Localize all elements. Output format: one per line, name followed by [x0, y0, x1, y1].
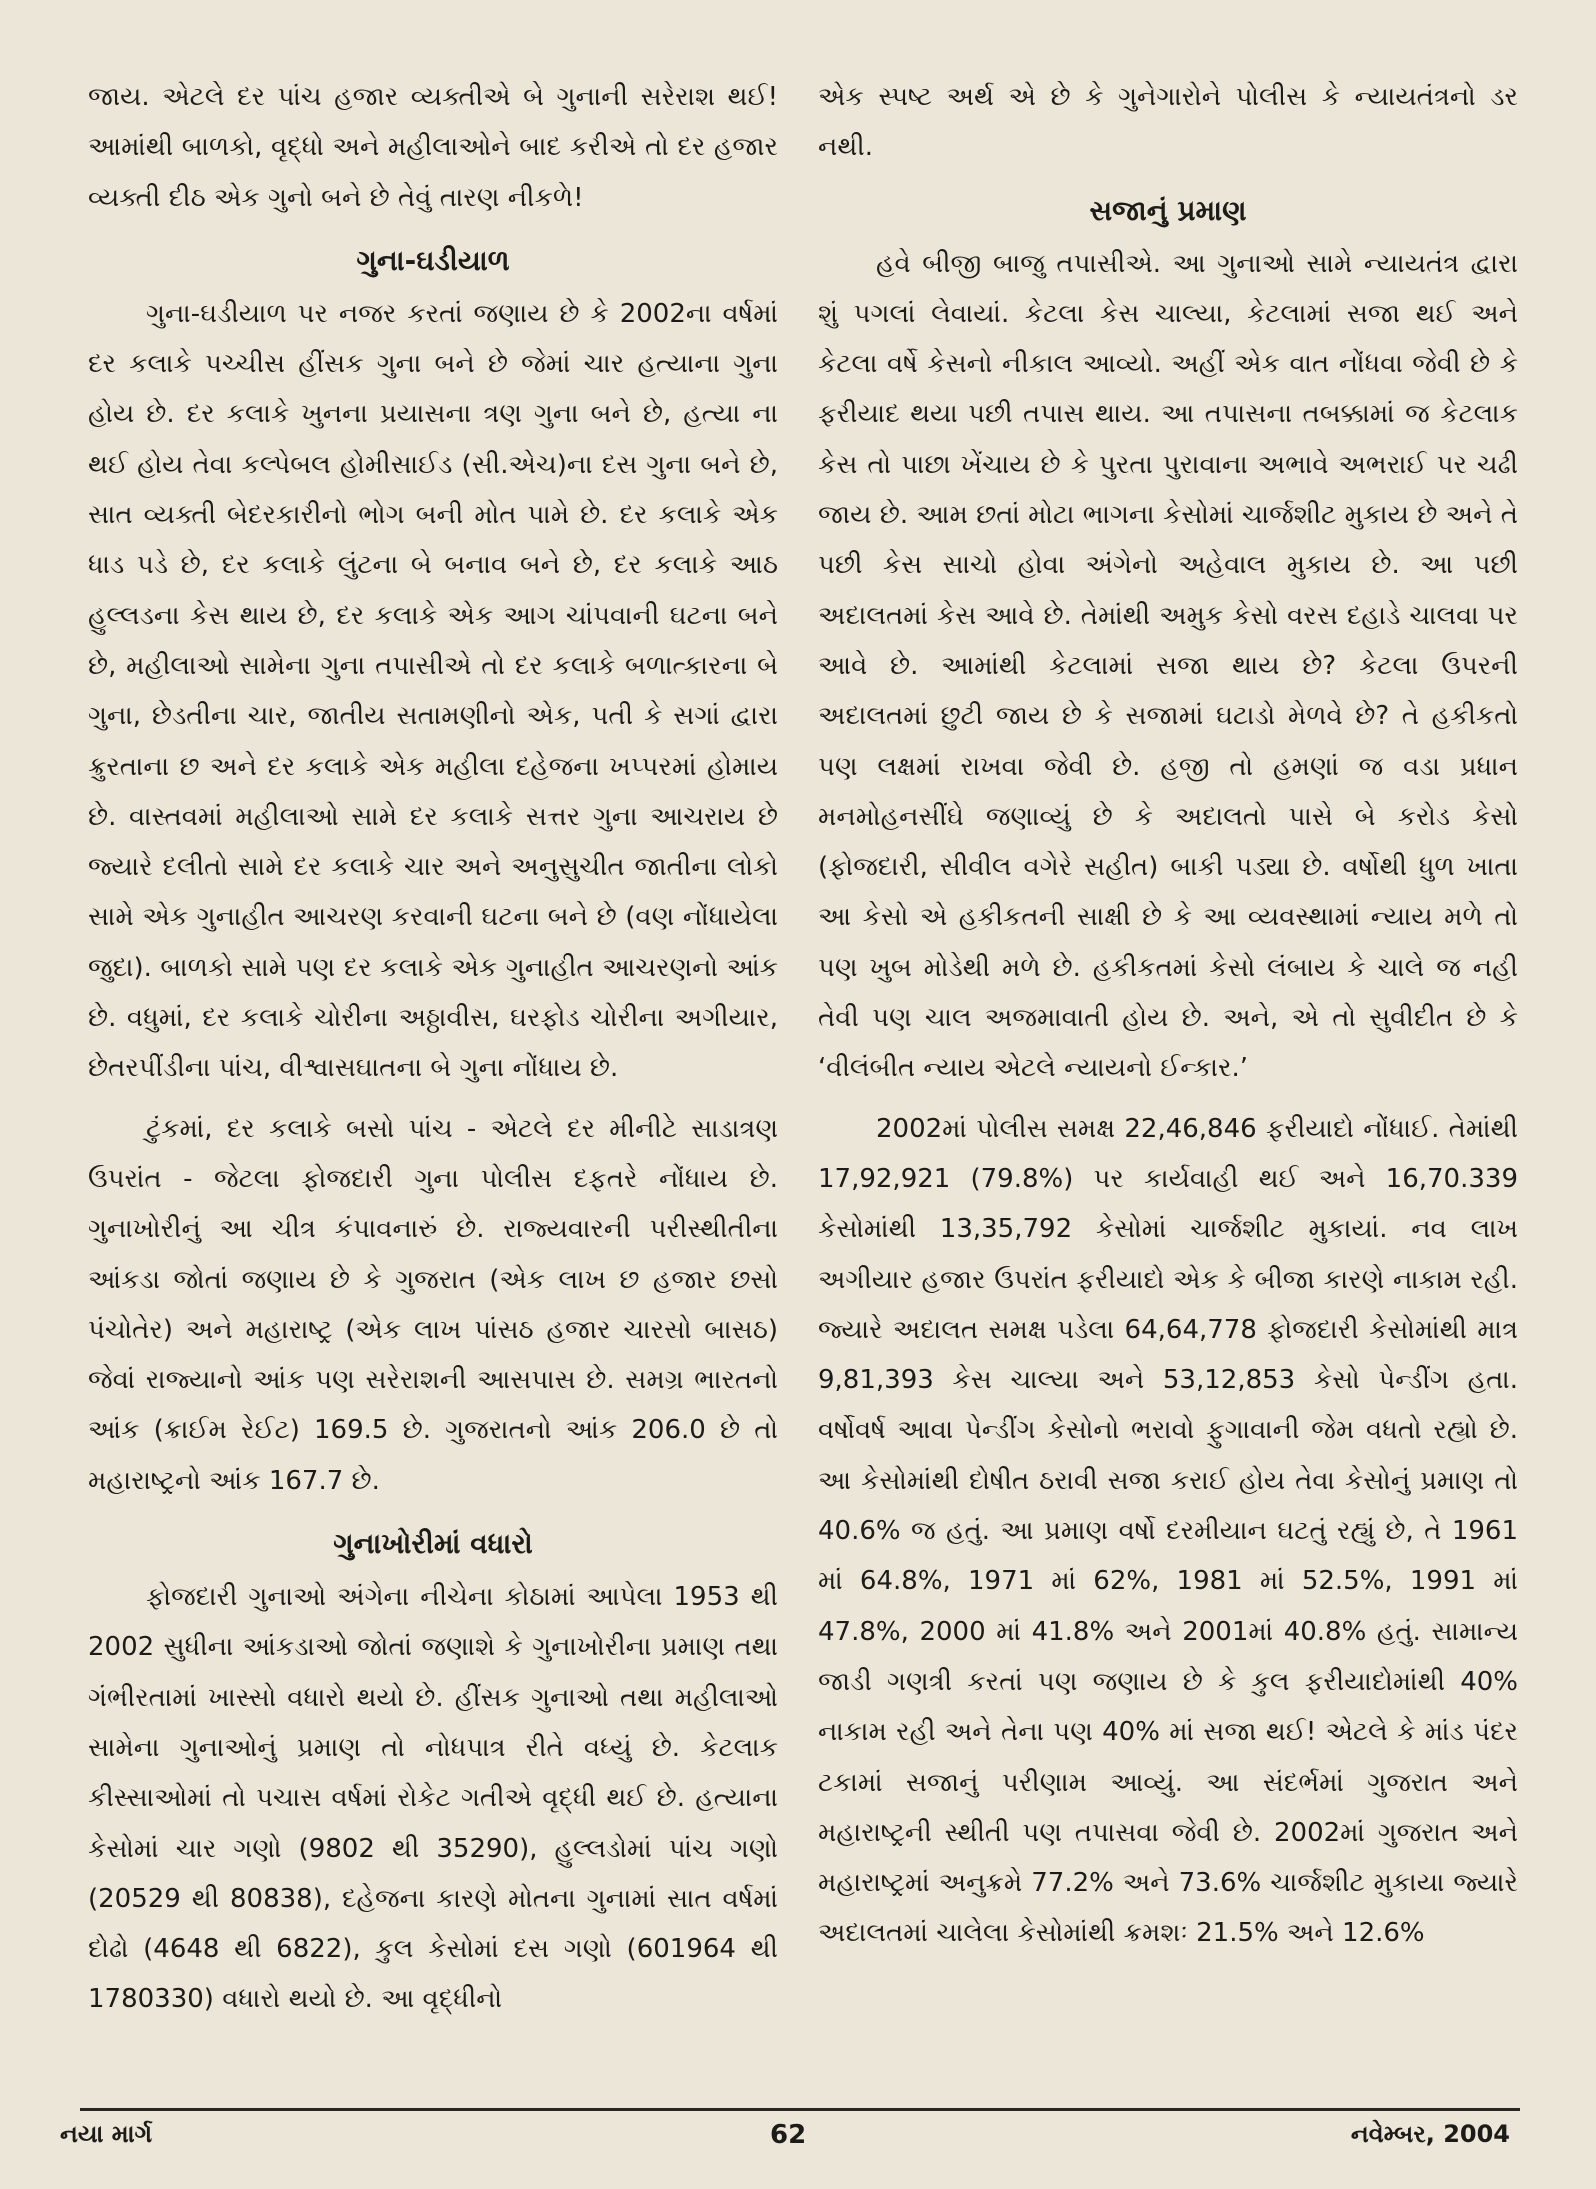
section-heading-crime-increase: ગુનાખોરીમાં વધારો	[333, 1527, 533, 1561]
right-paragraph-2: હવે બીજી બાજુ તપાસીએ. આ ગુનાઓ સામે ન્યાયતંત્ર દ્વારા શું પગલાં લેવાયાં. કેટલા કેસ ચાલ્યા, કેટલામાં સજા થઈ અને કેટલા વર્ષે કેસનો નીકાલ આવ્યો. અહીં એક વાત નોંધવા જેવી છે કે ફરીયાદ થયા પછી તપાસ થાય. આ તપાસના તબક્કામાં જ કેટલાક કેસ તો પાછા ખેંચાય છે કે પુરતા પુરાવાના અભાવે અભરાઈ પર ચઢી જાય છે. આમ છતાં મોટા ભાગના કેસોમાં ચાર્જશીટ મુકાય છે અને તે પછી કેસ સાચો હોવા અંગેનો અહેવાલ મુકાય છે. આ પછી અદાલતમાં કેસ આવે છે. તેમાંથી અમુક કેસો વરસ દહાડે ચાલવા પર આવે છે. આમાંથી કેટલામાં સજા થાય છે? કેટલા ઉપરની અદાલતમાં છુટી જાય છે કે સજામાં ઘટાડો મેળવે છે? તે હકીકતો પણ લક્ષમાં રાખવા જેવી છે. હજી તો હમણાં જ વડા પ્રધાન મનમોહનસીંઘે જણાવ્યું છે કે અદાલતો પાસે બે કરોડ કેસો (ફોજદારી, સીવીલ વગેરે સહીત) બાકી પડ્યા છે. વર્ષોથી ધુળ ખાતા આ કેસો એ હકીકતની સાક્ષી છે કે આ વ્યવસ્થામાં ન્યાય મળે તો પણ ખુબ મોડેથી મળે છે. હકીકતમાં કેસો લંબાય કે ચાલે જ નહી તેવી પણ ચાલ અજમાવાતી હોય છે. અને, એ તો સુવીદીત છે કે ‘વીલંબીત ન્યાય એટલે ન્યાયનો ઈન્કાર.’	[818, 248, 1518, 1084]
left-paragraph-1: જાય. એટલે દર પાંચ હજાર વ્યક્તીએ બે ગુનાની સરેરાશ થઈ! આમાંથી બાળકો, વૃદ્ધો અને મહીલાઓને બાદ કરીએ તો દર હજાર વ્યક્તી દીઠ એક ગુનો બને છે તેવું તારણ નીકળે!	[88, 82, 778, 213]
section-heading-punishment-rate: સજાનું પ્રમાણ	[1089, 193, 1247, 227]
left-paragraph-3: ટુંકમાં, દર કલાકે બસો પાંચ - એટલે દર મીનીટે સાડાત્રણ ઉપરાંત - જેટલા ફોજદારી ગુના પોલીસ દફતરે નોંધાય છે. ગુનાખોરીનું આ ચીત્ર કંપાવનારું છે. રાજ્યવારની પરીસ્થીતીના આંકડા જોતાં જણાય છે કે ગુજરાત (એક લાખ છ હજાર છસો પંચોતેર) અને મહારાષ્ટ્ર (એક લાખ પાંસઠ હજાર ચારસો બાસઠ) જેવાં રાજ્યાનો આંક પણ સરેરાશની આસપાસ છે. સમગ્ર ભારતનો આંક (ક્રાઈમ રેઈટ) 169.5 છે. ગુજરાતનો આંક 206.0 છે તો મહારાષ્ટ્રનો આંક 167.7 છે.	[88, 1113, 778, 1496]
section-heading-crime-clock: ગુના-ઘડીયાળ	[356, 243, 510, 277]
right-paragraph-1: એક સ્પષ્ટ અર્થ એ છે કે ગુનેગારોને પોલીસ કે ન્યાયતંત્રનો ડર નથી.	[818, 82, 1518, 163]
left-column	[88, 72, 778, 2025]
footer-page-number: 62	[770, 2120, 807, 2150]
right-column	[818, 72, 1518, 1959]
footer-divider	[80, 2108, 1520, 2111]
footer-issue-date: નવેમ્બર, 2004	[1350, 2120, 1510, 2148]
footer-magazine-name: નયા માર્ગ	[60, 2120, 153, 2148]
left-paragraph-2: ગુના-ઘડીયાળ પર નજર કરતાં જણાય છે કે 2002ના વર્ષમાં દર કલાકે પચ્ચીસ હીંસક ગુના બને છે જેમાં ચાર હત્યાના ગુના હોય છે. દર કલાકે ખુનના પ્રયાસના ત્રણ ગુના બને છે, હત્યા ના થઈ હોય તેવા કલ્પેબલ હોમીસાઈડ (સી.એચ)ના દસ ગુના બને છે, સાત વ્યક્તી બેદરકારીનો ભોગ બની મોત પામે છે. દર કલાકે એક ધાડ પડે છે, દર કલાકે લુંટના બે બનાવ બને છે, દર કલાકે આઠ હુલ્લડના કેસ થાય છે, દર કલાકે એક આગ ચાંપવાની ઘટના બને છે, મહીલાઓ સામેના ગુના તપાસીએ તો દર કલાકે બળાત્કારના બે ગુના, છેડતીના ચાર, જાતીય સતામણીનો એક, પતી કે સગાં દ્વારા ક્રુરતાના છ અને દર કલાકે એક મહીલા દહેજના ખપ્પરમાં હોમાય છે. વાસ્તવમાં મહીલાઓ સામે દર કલાકે સત્તર ગુના આચરાય છે જ્યારે દલીતો સામે દર કલાકે ચાર અને અનુસુચીત જાતીના લોકો સામે એક ગુનાહીત આચરણ કરવાની ઘટના બને છે (વણ નોંધાયેલા જુદા). બાળકો સામે પણ દર કલાકે એક ગુનાહીત આચરણનો આંક છે. વધુમાં, દર કલાકે ચોરીના અઠ્ઠાવીસ, ઘરફોડ ચોરીના અગીયાર, છેતરપીંડીના પાંચ, વીશ્વાસઘાતના બે ગુના નોંધાય છે.	[88, 298, 778, 1084]
right-paragraph-3: 2002માં પોલીસ સમક્ષ 22,46,846 ફરીયાદો નોંધાઈ. તેમાંથી 17,92,921 (79.8%) પર કાર્યવાહી થઈ અને 16,70.339 કેસોમાંથી 13,35,792 કેસોમાં ચાર્જશીટ મુકાયાં. નવ લાખ અગીયાર હજાર ઉપરાંત ફરીયાદો એક કે બીજા કારણે નાકામ રહી. જ્યારે અદાલત સમક્ષ પડેલા 64,64,778 ફોજદારી કેસોમાંથી માત્ર 9,81,393 કેસ ચાલ્યા અને 53,12,853 કેસો પેન્ડીંગ હતા. વર્ષોવર્ષ આવા પેન્ડીંગ કેસોનો ભરાવો ફુગાવાની જેમ વધતો રહ્યો છે. આ કેસોમાંથી દોષીત ઠરાવી સજા કરાઈ હોય તેવા કેસોનું પ્રમાણ તો 40.6% જ હતું. આ પ્રમાણ વર્ષો દરમીયાન ઘટતું રહ્યું છે, તે 1961 માં 64.8%, 1971 માં 62%, 1981 માં 52.5%, 1991 માં 47.8%, 2000 માં 41.8% અને 2001માં 40.8% હતું. સામાન્ય જાડી ગણત્રી કરતાં પણ જણાય છે કે કુલ ફરીયાદોમાંથી 40% નાકામ રહી અને તેના પણ 40% માં સજા થઈ! એટલે કે માંડ પંદર ટકામાં સજાનું પરીણામ આવ્યું. આ સંદર્ભમાં ગુજરાત અને મહારાષ્ટ્રની સ્થીતી પણ તપાસવા જેવી છે. 2002માં ગુજરાત અને મહારાષ્ટ્રમાં અનુક્રમે 77.2% અને 73.6% ચાર્જશીટ મુકાયા જ્યારે અદાલતમાં ચાલેલા કેસોમાંથી ક્રમશઃ 21.5% અને 12.6%	[818, 1113, 1518, 1949]
left-paragraph-4: ફોજદારી ગુનાઓ અંગેના નીચેના કોઠામાં આપેલા 1953 થી 2002 સુધીના આંકડાઓ જોતાં જણાશે કે ગુનાખોરીના પ્રમાણ તથા ગંભીરતામાં ખાસ્સો વધારો થયો છે. હીંસક ગુનાઓ તથા મહીલાઓ સામેના ગુનાઓનું પ્રમાણ તો નોધપાત્ર રીતે વધ્યું છે. કેટલાક કીસ્સાઓમાં તો પચાસ વર્ષમાં રોકેટ ગતીએ વૃદ્ધી થઈ છે. હત્યાના કેસોમાં ચાર ગણો (9802 થી 35290), હુલ્લડોમાં પાંચ ગણો (20529 થી 80838), દહેજના કારણે મોતના ગુનામાં સાત વર્ષમાં દોઢો (4648 થી 6822), કુલ કેસોમાં દસ ગણો (601964 થી 1780330) વધારો થયો છે. આ વૃદ્ધીનો	[88, 1582, 778, 2015]
